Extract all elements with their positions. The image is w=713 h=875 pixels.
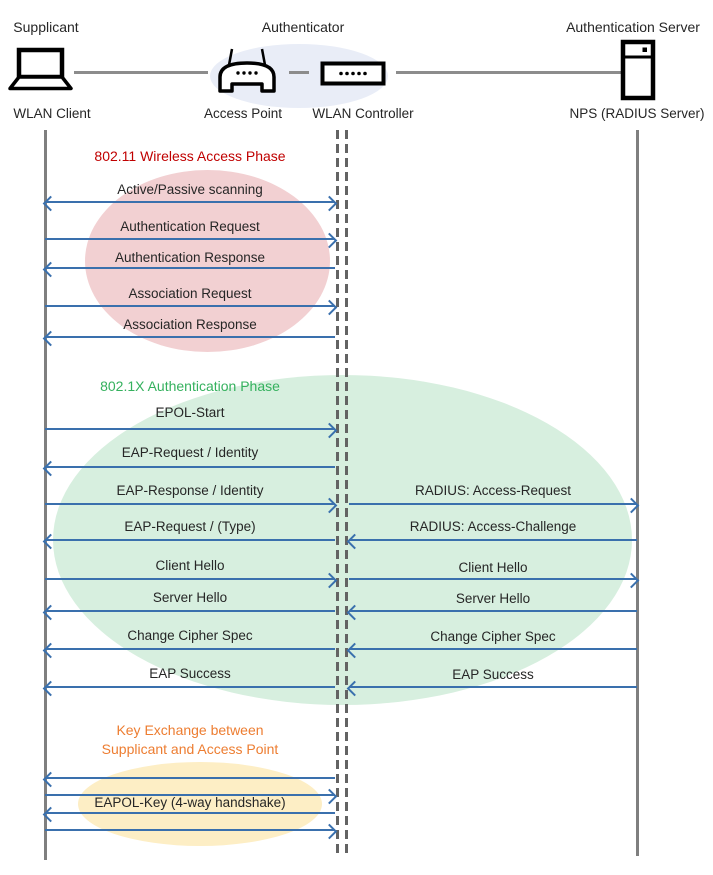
message-arrow <box>45 503 335 505</box>
message-label: EAP-Response / Identity <box>116 483 264 498</box>
message-label: EAP-Request / (Type) <box>124 519 256 534</box>
message-arrow <box>45 829 335 831</box>
message-label: Authentication Response <box>114 250 266 265</box>
device-access-point: Access Point <box>203 106 283 121</box>
role-authentication-server: Authentication Server <box>566 19 700 35</box>
lifeline-authenticator-left <box>336 130 339 854</box>
message-arrow <box>45 267 335 269</box>
message-label: EAP Success <box>452 667 534 682</box>
message-label: RADIUS: Access-Request <box>414 483 572 498</box>
message-label: Change Cipher Spec <box>430 629 556 644</box>
phase-title-wireless-access: 802.11 Wireless Access Phase <box>94 148 286 164</box>
message-label: Client Hello <box>458 560 528 575</box>
message-label: Association Response <box>123 317 257 332</box>
phase-title-key-exchange-line1: Key Exchange between <box>116 722 264 738</box>
message-arrow <box>349 539 637 541</box>
device-nps-radius-server: NPS (RADIUS Server) <box>569 106 705 121</box>
role-authenticator: Authenticator <box>261 19 345 35</box>
device-wlan-controller: WLAN Controller <box>312 106 414 121</box>
message-label: EAP Success <box>149 666 231 681</box>
message-arrow <box>45 428 335 430</box>
message-label: EAPOL-Key (4-way handshake) <box>94 795 286 810</box>
device-wlan-client: WLAN Client <box>13 106 91 121</box>
message-label: Active/Passive scanning <box>117 182 263 197</box>
message-arrow <box>45 305 335 307</box>
message-arrow <box>45 777 335 779</box>
connector-client-to-ap <box>74 71 208 74</box>
message-arrow <box>45 466 335 468</box>
message-label: Client Hello <box>155 558 225 573</box>
message-arrow <box>45 539 335 541</box>
message-label: Change Cipher Spec <box>127 628 253 643</box>
message-label: Association Request <box>128 286 252 301</box>
message-arrow <box>45 812 335 814</box>
message-arrow <box>45 648 335 650</box>
message-arrow <box>45 201 335 203</box>
phase-title-key-exchange-line2: Supplicant and Access Point <box>101 741 279 757</box>
role-supplicant: Supplicant <box>13 19 79 35</box>
access-point-icon <box>215 46 279 96</box>
server-icon <box>620 39 656 101</box>
message-arrow <box>45 578 335 580</box>
message-arrow <box>349 686 637 688</box>
laptop-icon <box>8 47 74 94</box>
connector-controller-to-server <box>396 71 621 74</box>
message-label: Server Hello <box>455 591 531 606</box>
phase-title-dot1x: 802.1X Authentication Phase <box>100 378 280 394</box>
message-arrow <box>45 610 335 612</box>
wlan-controller-icon <box>320 61 386 86</box>
lifeline-authenticator-right <box>345 130 348 854</box>
message-arrow <box>45 686 335 688</box>
message-arrow <box>349 648 637 650</box>
message-arrow <box>45 336 335 338</box>
message-label: EAP-Request / Identity <box>121 445 259 460</box>
message-label: RADIUS: Access-Challenge <box>409 519 577 534</box>
message-arrow <box>45 238 335 240</box>
message-label: EPOL-Start <box>155 405 225 420</box>
message-arrow <box>349 610 637 612</box>
message-label: Server Hello <box>152 590 228 605</box>
message-arrow <box>349 578 637 580</box>
connector-ap-to-controller <box>289 71 309 74</box>
message-label: Authentication Request <box>120 219 260 234</box>
message-arrow <box>349 503 637 505</box>
